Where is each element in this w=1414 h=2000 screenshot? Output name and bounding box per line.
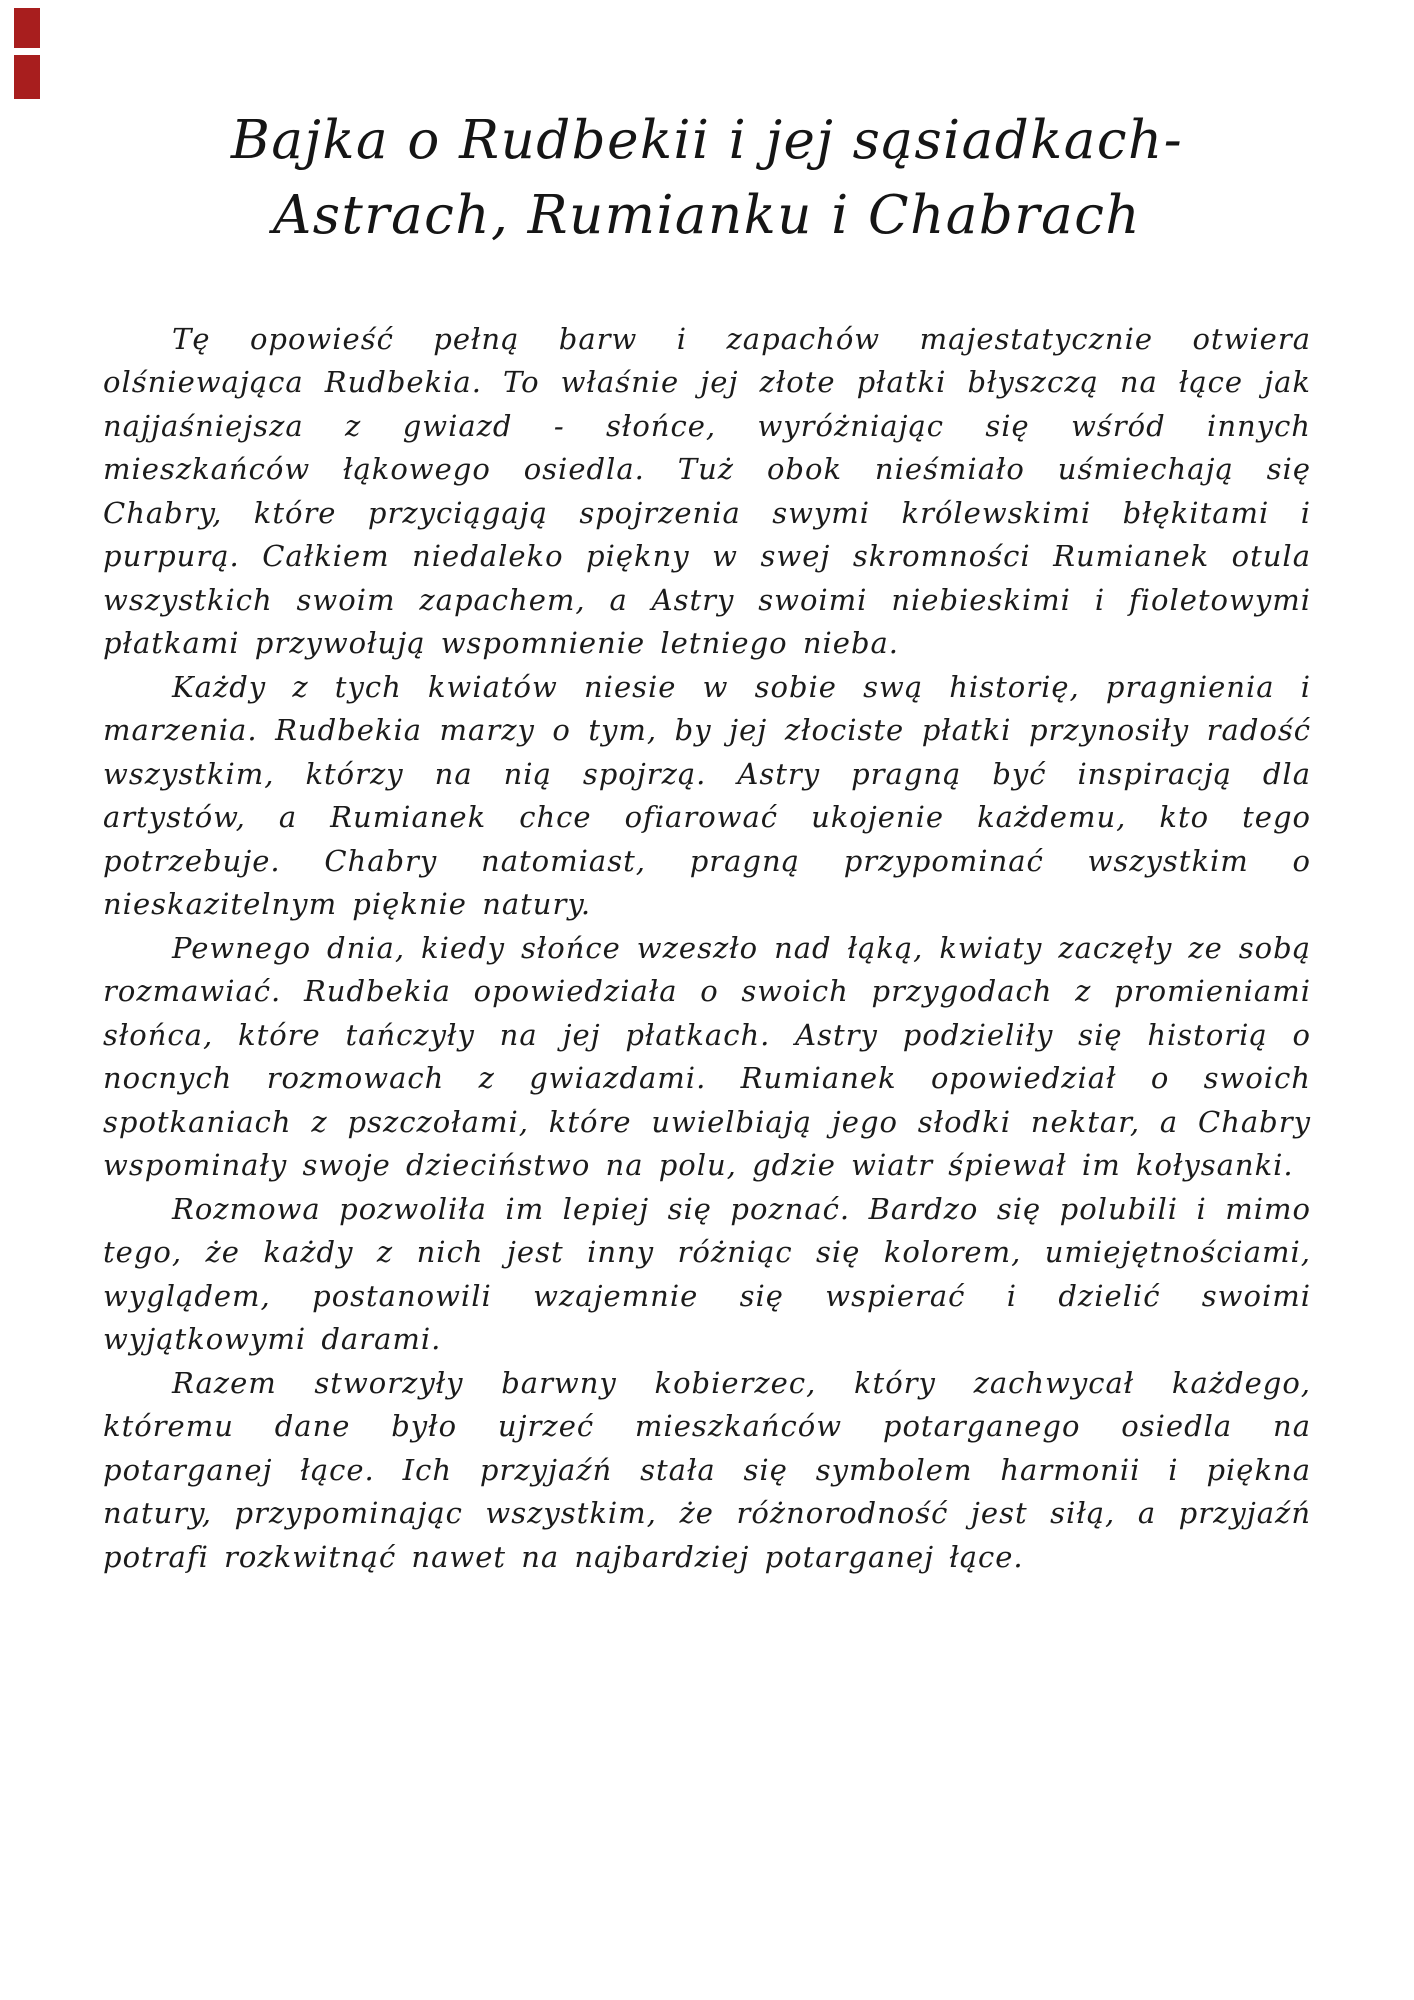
red-corner-mark-top bbox=[14, 8, 40, 48]
page-title bbox=[103, 103, 1311, 254]
paragraph-5: Razem stworzyły barwny kobierzec, który zachwycał każdego, któremu dane było ujrzeć mieszkańców potarganego osiedla na potarganej łące. Ich przyjaźń stała się symbolem harmonii i piękna natury, przypominając wszystkim, że różnorodność jest siłą, a przyjaźń potrafi rozkwitnąć nawet na najbardziej potarganej łące. bbox=[103, 1365, 1311, 1574]
story-text bbox=[103, 318, 1311, 1580]
title-line-1: Bajka o Rudbekii i jej sąsiadkach- bbox=[230, 110, 1184, 171]
paragraph-3: Pewnego dnia, kiedy słońce wzeszło nad łąką, kwiaty zaczęły ze sobą rozmawiać. Rudbekia opowiedziała o swoich przygodach z promieniami słońca, które tańczyły na jej płatkach. Astry podzieliły się historią o nocnych rozmowach z gwiazdami. Rumianek opowiedział o swoich spotkaniach z pszczołami, które uwielbiają jego słodki nektar, a Chabry wspominały swoje dzieciństwo na polu, gdzie wiatr śpiewał im kołysanki. bbox=[103, 930, 1311, 1182]
red-corner-mark-bottom bbox=[14, 55, 40, 99]
paragraph-1: Tę opowieść pełną barw i zapachów majestatycznie otwiera olśniewająca Rudbekia. To właśnie jej złote płatki błyszczą na łące jak najjaśniejsza z gwiazd - słońce, wyróżniając się wśród innych mieszkańców łąkowego osiedla. Tuż obok nieśmiało uśmiechają się Chabry, które przyciągają spojrzenia swymi królewskimi błękitami i purpurą. Całkiem niedaleko piękny w swej skromności Rumianek otula wszystkich swoim zapachem, a Astry swoimi niebieskimi i fioletowymi płatkami przywołują wspomnienie letniego nieba. bbox=[103, 321, 1311, 660]
paragraph-4: Rozmowa pozwoliła im lepiej się poznać. Bardzo się polubili i mimo tego, że każdy z nich jest inny różniąc się kolorem, umiejętnościami, wyglądem, postanowili wzajemnie się wspierać i dzielić swoimi wyjątkowymi darami. bbox=[103, 1191, 1311, 1356]
paragraph-2: Każdy z tych kwiatów niesie w sobie swą historię, pragnienia i marzenia. Rudbekia marzy o tym, by jej złociste płatki przynosiły radość wszystkim, którzy na nią spojrzą. Astry pragną być inspiracją dla artystów, a Rumianek chce ofiarować ukojenie każdemu, kto tego potrzebuje. Chabry natomiast, pragną przypominać wszystkim o nieskazitelnym pięknie natury. bbox=[103, 669, 1311, 921]
corner-marks bbox=[14, 8, 44, 108]
title-line-2: Astrach, Rumianku i Chabrach bbox=[272, 185, 1142, 247]
